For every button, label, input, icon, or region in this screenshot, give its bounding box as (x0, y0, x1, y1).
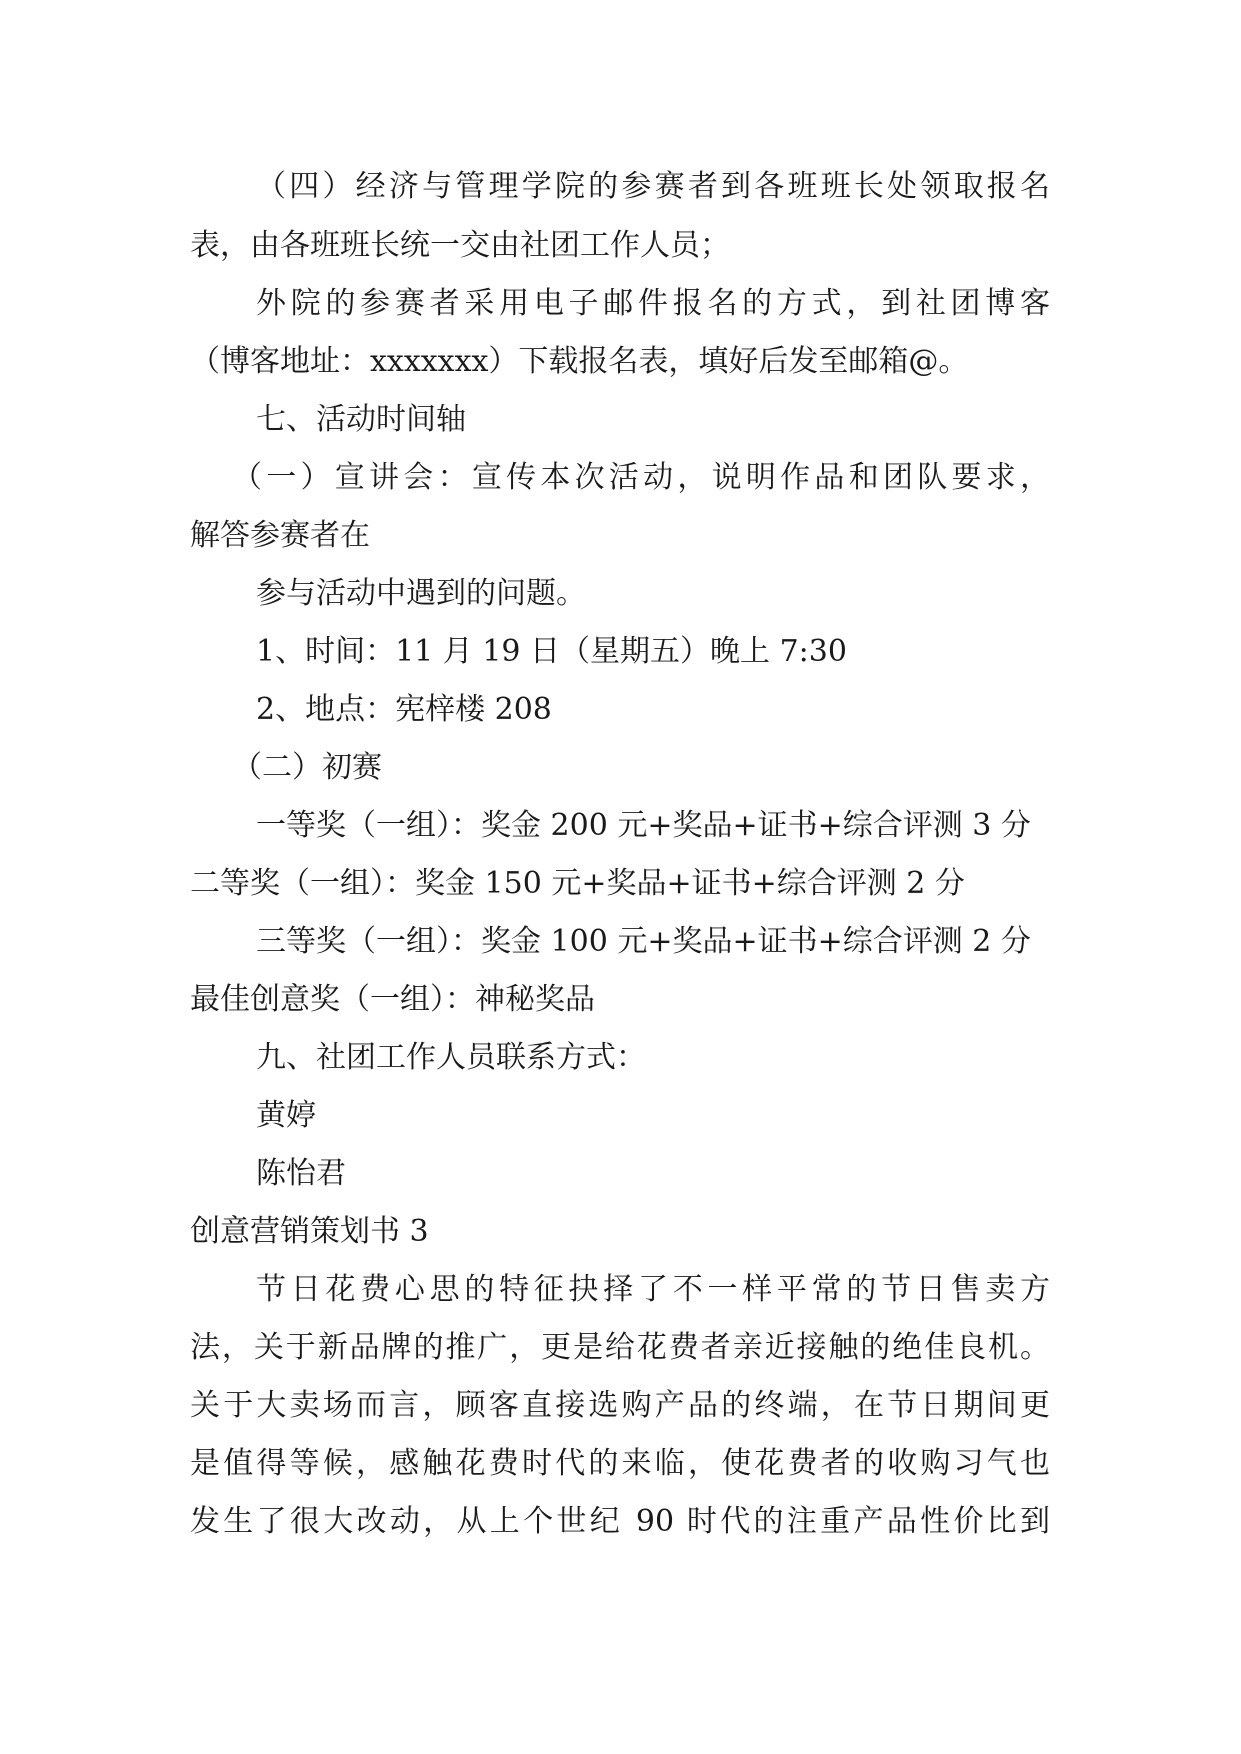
section-heading-contacts: 九、社团工作人员联系方式： (256, 1040, 646, 1075)
prize-creative: 最佳创意奖（一组）：神秘奖品 (190, 982, 595, 1017)
paragraph-line-6: （一）宣讲会：宣传本次活动，说明作品和团队要求， (232, 460, 1050, 495)
document-title-3: 创意营销策划书 3 (190, 1214, 429, 1249)
section-heading-timeline: 七、活动时间轴 (256, 402, 466, 437)
event-time: 1、时间：11 月 19 日（星期五）晚上 7:30 (256, 634, 847, 669)
paragraph-line-1: （四）经济与管理学院的参赛者到各班班长处领取报名 (256, 169, 1050, 204)
paragraph-line-23: 是值得等候，感触花费时代的来临，使花费者的收购习气也 (190, 1446, 1050, 1481)
paragraph-line-24: 发生了很大改动，从上个世纪 90 时代的注重产品性价比到 (190, 1504, 1050, 1539)
paragraph-line-8: 参与活动中遇到的问题。 (256, 576, 586, 611)
paragraph-line-20: 节日花费心思的特征抉择了不一样平常的节日售卖方 (256, 1272, 1050, 1307)
paragraph-line-2: 表，由各班班长统一交由社团工作人员； (190, 228, 730, 263)
paragraph-line-22: 关于大卖场而言，顾客直接选购产品的终端，在节日期间更 (190, 1388, 1050, 1423)
contact-name-1: 黄婷 (256, 1098, 316, 1133)
paragraph-line-21: 法，关于新品牌的推广，更是给花费者亲近接触的绝佳良机。 (190, 1330, 1050, 1365)
prize-third: 三等奖（一组）：奖金 100 元+奖品+证书+综合评测 2 分 (256, 924, 1031, 959)
paragraph-line-3: 外院的参赛者采用电子邮件报名的方式，到社团博客 (256, 286, 1050, 321)
paragraph-line-7: 解答参赛者在 (190, 518, 370, 553)
prize-second: 二等奖（一组）：奖金 150 元+奖品+证书+综合评测 2 分 (190, 866, 965, 901)
subsection-preliminary: （二）初赛 (232, 750, 382, 785)
contact-name-2: 陈怡君 (256, 1156, 346, 1191)
prize-first: 一等奖（一组）：奖金 200 元+奖品+证书+综合评测 3 分 (256, 808, 1031, 843)
event-location: 2、地点：宪梓楼 208 (256, 692, 552, 727)
paragraph-line-4: （博客地址：xxxxxxx）下载报名表，填好后发至邮箱@。 (190, 344, 969, 379)
